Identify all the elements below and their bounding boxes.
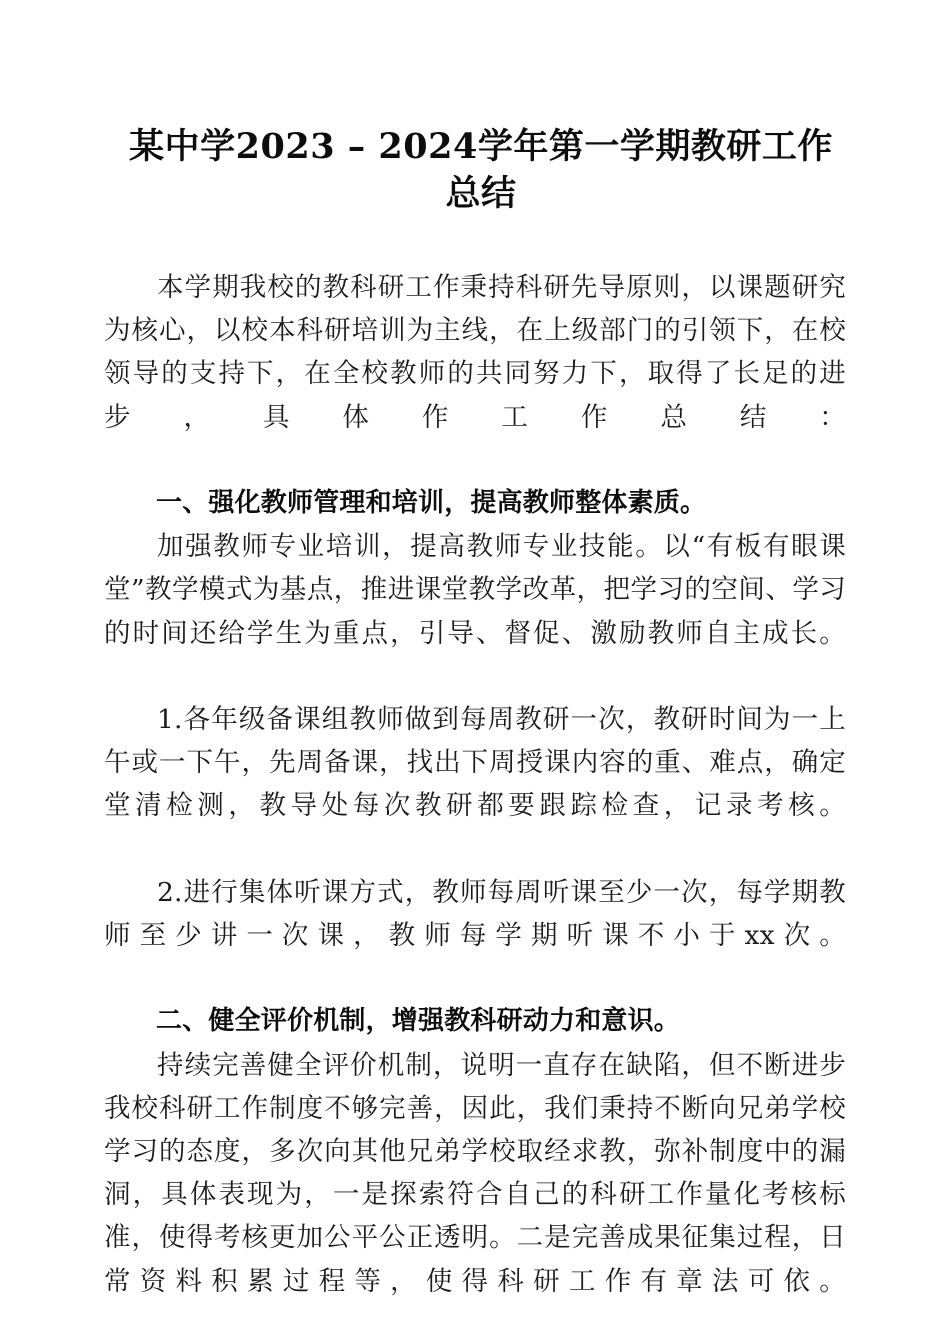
document-body <box>104 0 846 1344</box>
paragraph-teacher-training: 加强教师专业培训，提高教师专业技能。以“有板有眼课堂”教学模式为基点，推进课堂教学改革，把学习的空间、学习的时间还给学生为重点，引导、督促、激励教师自主成长。 <box>104 531 846 649</box>
title-spacer <box>104 217 846 266</box>
section-heading-one: 一、强化教师管理和培训，提高教师整体素质。 <box>156 488 707 519</box>
paragraph-item-1: 1.各年级备课组教师做到每周教研一次，教研时间为一上午或一下午，先周备课，找出下周授课内容的重、难点，确定堂清检测，教导处每次教研都要跟踪检查，记录考核。 <box>104 704 846 822</box>
paragraph-intro: 本学期我校的教科研工作秉持科研先导原则，以课题研究为核心，以校本科研培训为主线，在上级部门的引领下，在校领导的支持下，在全校教师的共同努力下，取得了长足的进步，具体作工作总结： <box>104 272 846 433</box>
paragraph-evaluation-mechanism: 持续完善健全评价机制，说明一直存在缺陷，但不断进步我校科研工作制度不够完善，因此，我们秉持不断向兄弟学校学习的态度，多次向其他兄弟学校取经求教，弥补制度中的漏洞，具体表现为，一是探索符合自己的科研工作量化考核标准，使得考核更加公平公正透明。二是完善成果征集过程，日常资料积累过程等，使得科研工作有章法可依。 <box>104 1049 846 1297</box>
document-title: 某中学2023 – 2024学年第一学期教研工作总结 <box>129 126 833 214</box>
paragraph-item-2: 2.进行集体听课方式，教师每周听课至少一次，每学期教师至少讲一次课，教师每学期听课不小于xx次。 <box>104 876 846 952</box>
section-heading-two: 二、健全评价机制，增强教科研动力和意识。 <box>156 1006 681 1037</box>
